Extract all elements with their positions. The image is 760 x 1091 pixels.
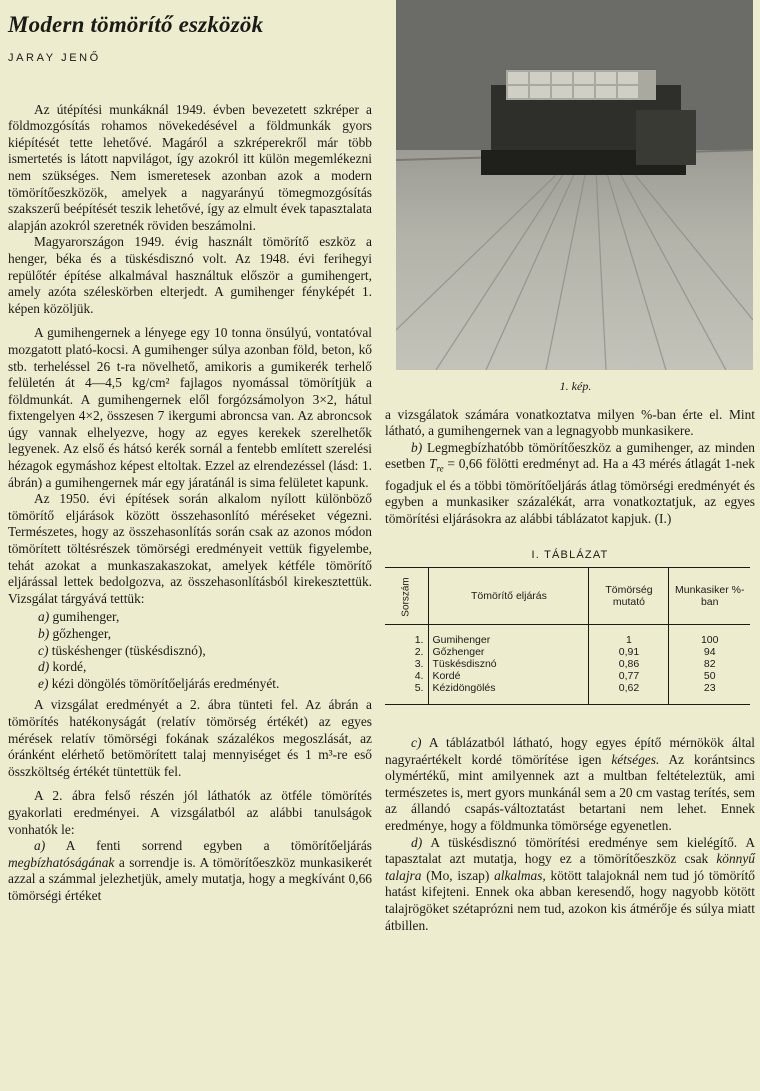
list-item: e) kézi döngölés tömörítőeljárás eredményét.: [38, 675, 280, 691]
header-mutato: Tömörség mutató: [589, 568, 669, 625]
paragraph-results: A vizsgálat eredményét a 2. ábra tünteti fel. Az ábrán a tömörítés hatékonyságát (relatív tömörség értékét) az egyes mérések relatív tömörségi fokának százalékos megoszlását, az óránként elérhető betömörített talaj mennyiséget és 1 m³-re eső összköltség értékét tüntettük fel.: [8, 697, 372, 779]
roller-photo: [396, 0, 753, 370]
table-title: I. TÁBLÁZAT: [531, 549, 609, 562]
photo-scene: [396, 0, 753, 370]
table-row: 5. Kézidöngölés 0,62 23: [385, 682, 750, 705]
paragraph-percentage: a vizsgálatok számára vonatkoztatva milyen %-ban érte el. Mint látható, a gumihengernek van a legnagyobb munkasikere.: [385, 406, 755, 439]
table-row: 4. Kordé 0,77 50: [385, 670, 750, 682]
left-column: [8, 10, 372, 905]
header-eljaras: Tömörítő eljárás: [429, 568, 589, 625]
table-header-row: [385, 568, 750, 625]
article-author: JARAY JENŐ: [8, 52, 101, 64]
list-item: d) kordé,: [38, 659, 87, 675]
paragraph-point-d: d) A tüskésdisznó tömörítési eredménye sem kielégítő. A tapasztalat azt mutatja, hogy ez a tömörítőeszköz csak könnyű talajra (Mo, iszap) alkalmas, kötött talajoknál nem tud jó tömörítő hatást kifejteni. Ennek oka abban keresendő, hogy nagyobb kötött talajrögöket szétaprózni nem tud, azokon kis átmérője és súlya miatt átbillen.: [385, 834, 755, 933]
photo-caption: 1. kép.: [559, 379, 592, 393]
list-item: a) gumihenger,: [38, 609, 120, 625]
right-column: [385, 0, 755, 934]
paragraph-history: Magyarországon 1949. évig használt tömörítő eszköz a henger, béka és a tüskésdisznó volt. Az 1948. évi ferihegyi repülőtér építése alkalmával használtuk először a gumihengert, amely azóta széleskörben elterjedt. A gumihenger fényképét 1. képen közöljük.: [8, 234, 372, 316]
paragraph-measurements: Az 1950. évi építések során alkalom nyílott különböző tömörítő eljárások között összehasonlító méréseket végezni. Természetes, hogy az összehasonlítás során csak az azonos módon tömörített töltésrészek tömörségi eredményeit vettük figyelembe, tehát azokat a munkaszakaszokat, amelyek kétféle tömörítő eljárással lettek bedolgozva, az összehasonlításból kirekesztettük. Vizsgálat tárgyává tettük:: [8, 491, 372, 606]
paragraph-point-b: b) Legmegbízhatóbb tömörítőeszköz a gumihenger, az minden esetben $T_{re} = 0,66$ fölötti eredményt ad. Ha a 43 mérés átlagát 1-nek fogadjuk el és a többi tömörítőeljárás átlag tömörségi eredményét és egyben a munkasiker százalékát, arra vonatkoztatjuk, az egyes tömörítési eljárásokra az alábbi táblázatot kapjuk. (I.): [385, 439, 756, 526]
paragraph-gumihenger: A gumihengernek a lényege egy 10 tonna önsúlyú, vontatóval mozgatott plató-kocsi. A gumihenger súlya azonban föld, beton, kő stb. terheléssel 26 t-ra növelhető, amikoris a gumikerék terhelő felületén át 4—4,5 kg/cm² fajlagos nyomással tömörítjük a földmunkát. A gumihengernek elől forgózsámolyon 3×2, hátul fixtengelyen 4×2, összesen 7 ikergumi abroncsa van. Az abroncsok úgy vannak elhelyezve, hogy az egyes kerekek szerelhetők legyenek. Az első és hátsó kerék sornál a fentebb említett szerelési hézagok egymáshoz képest eltoltak. Ezzel az elrendezéssel (lásd: 1. ábrán) a gumihengernek már egy járatánál is sima felületet kapunk.: [8, 325, 372, 490]
paragraph-intro: Az útépítési munkáknál 1949. évben bevezetett szkréper a földmozgósítás rohamos növekedésével a földmunkák gyors kiépítését tette lehetővé. Magáról a szkréperekről már több ismertetés is látott napvilágot, így azokról itt külön megemlékezni nem szükséges. Nem ismeretesek azonban azok a modern tömörítőeszközök, amelyek a nagyarányú tömegmozgósítás szakszerű beépítését teszik lehetővé, így az elmult évek tapasztalata alapján azokról szeretnék röviden beszámolni.: [8, 101, 372, 233]
list-item: b) gőzhenger,: [38, 626, 112, 641]
method-list: [38, 609, 372, 692]
paragraph-point-c: c) A táblázatból látható, hogy egyes építő mérnökök által nagyraértékelt kordé tömörítése igen kétséges. Az korántsincs olymértékű, mint amilyennek azt a multban feltételeztük, ami természetes is, mert gyors munkánál sem a 20 cm vastag terítés, sem az állandó csapás-változtatást betartani nem lehet. Ennek eredménye, hogy a földmunka tömörsége egyenetlen.: [385, 735, 755, 833]
table-row: 1. Gumihenger 1 100: [385, 625, 750, 647]
header-sorszam: Sorszám: [385, 568, 429, 625]
header-munkasiker: Munkasiker %-ban: [669, 568, 750, 625]
compaction-table: [385, 567, 750, 705]
table-row: 2. Gőzhenger 0,91 94: [385, 646, 750, 658]
paragraph-point-a: a) A fenti sorrend egyben a tömörítőeljárás megbízhatóságának a sorrendje is. A tömörítőeszköz munkasikerét azzal a számmal jelezhetjük, amely mutatja, hogy a megkívánt 0,66 tömörségi értéket: [8, 838, 372, 903]
table-row: 3. Tüskésdisznó 0,86 82: [385, 658, 750, 670]
article-title: Modern tömörítő eszközök: [8, 12, 264, 37]
list-item: c) tüskéshenger (tüskésdisznó),: [38, 642, 206, 658]
paragraph-conclusions: A 2. ábra felső részén jól láthatók az ötféle tömörítés gyakorlati eredményei. A vizsgálatból az alábbi tanulságok vonhatók le:: [8, 788, 372, 837]
